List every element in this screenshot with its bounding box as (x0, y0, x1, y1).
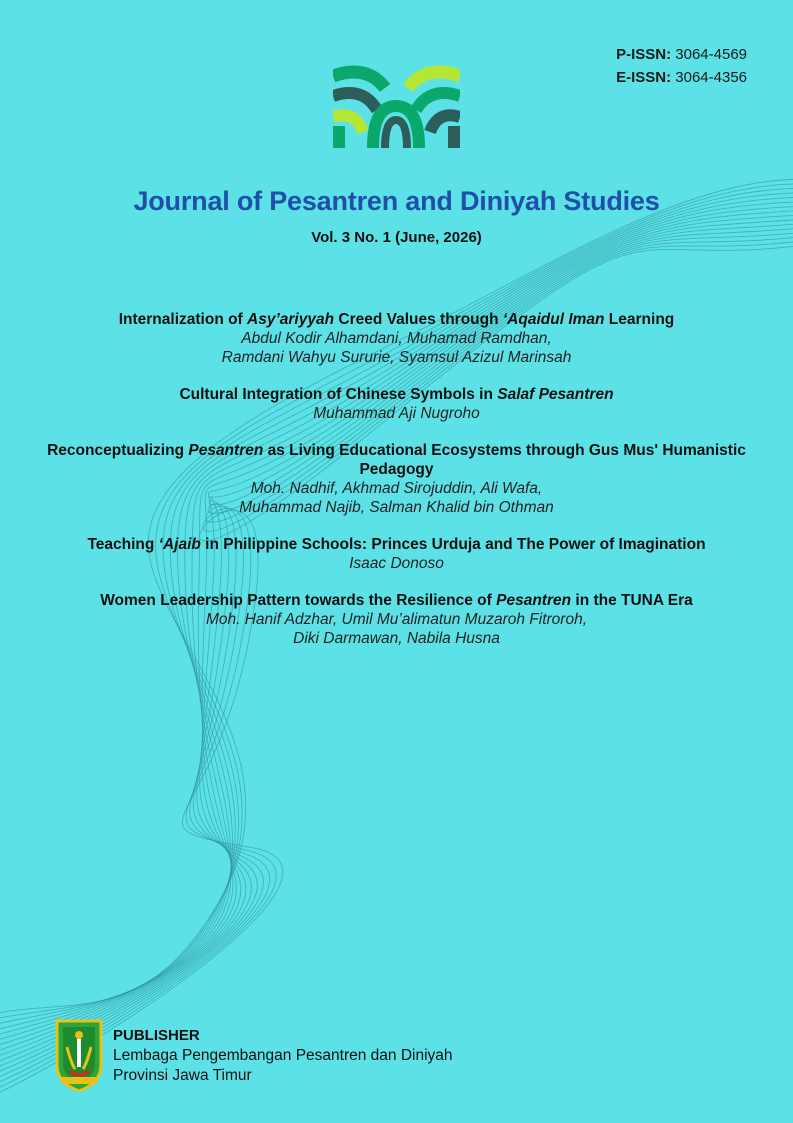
arch-leaves-logo-icon (333, 62, 460, 148)
article-authors: Isaac Donoso (349, 555, 444, 572)
article-item (40, 441, 753, 517)
article-authors: Diki Darmawan, Nabila Husna (293, 630, 500, 647)
article-item (40, 385, 753, 423)
article-authors: Moh. Nadhif, Akhmad Sirojuddin, Ali Wafa, (250, 480, 543, 497)
article-title-part: Internalization of (118, 311, 248, 328)
article-item (40, 310, 753, 367)
article-title-part: Women Leadership Pattern towards the Resilience of (100, 592, 497, 609)
article-title (40, 535, 753, 554)
publisher-region: Provinsi Jawa Timur (113, 1067, 252, 1084)
article-title-part: in Philippine Schools: Princes Urduja and The Power of Imagination (200, 536, 706, 553)
article-authors: Abdul Kodir Alhamdani, Muhamad Ramdhan, (241, 330, 552, 347)
east-java-emblem-icon (53, 1019, 105, 1092)
article-title-part: Teaching (87, 536, 159, 553)
journal-title: Journal of Pesantren and Diniyah Studies (133, 186, 660, 216)
publisher-name: Lembaga Pengembangan Pesantren dan Diniyah (113, 1047, 453, 1064)
print-issn: P-ISSN: 3064-4569 (616, 46, 747, 63)
article-title-part: Pesantren (496, 592, 572, 609)
issn-block (616, 43, 747, 89)
article-title-part: Pesantren (188, 442, 264, 459)
article-title (40, 310, 753, 329)
article-item (40, 591, 753, 648)
publisher-label: PUBLISHER (113, 1027, 200, 1044)
article-title-part: in the TUNA Era (571, 592, 693, 609)
article-title-part: ‘Aqaidul Iman (502, 311, 605, 328)
article-title-part: Salaf Pesantren (497, 386, 614, 403)
publisher-block (53, 1019, 753, 1094)
article-authors: Muhammad Najib, Salman Khalid bin Othman (239, 499, 554, 516)
article-title (40, 441, 753, 479)
journal-volume: Vol. 3 No. 1 (June, 2026) (311, 229, 482, 246)
article-title-part: Asy’ariyyah (247, 311, 335, 328)
article-title-part: Cultural Integration of Chinese Symbols in (179, 386, 498, 403)
article-title (40, 385, 753, 404)
article-title-part: Reconceptualizing (47, 442, 189, 459)
article-title-part: as Living Educational Ecosystems through Gus Mus' Humanistic Pedagogy (263, 442, 746, 478)
article-authors: Muhammad Aji Nugroho (313, 405, 480, 422)
article-item (40, 535, 753, 573)
article-authors: Ramdani Wahyu Sururie, Syamsul Azizul Marinsah (221, 349, 572, 366)
article-title-part: Creed Values through (334, 311, 503, 328)
article-list (40, 310, 753, 666)
publisher-text (113, 1026, 453, 1086)
electronic-issn: E-ISSN: 3064-4356 (616, 69, 747, 86)
article-title (40, 591, 753, 610)
article-title-part: Learning (604, 311, 675, 328)
article-title-part: ‘Ajaib (158, 536, 201, 553)
article-authors: Moh. Hanif Adzhar, Umil Mu’alimatun Muzaroh Fitroroh, (205, 611, 588, 628)
